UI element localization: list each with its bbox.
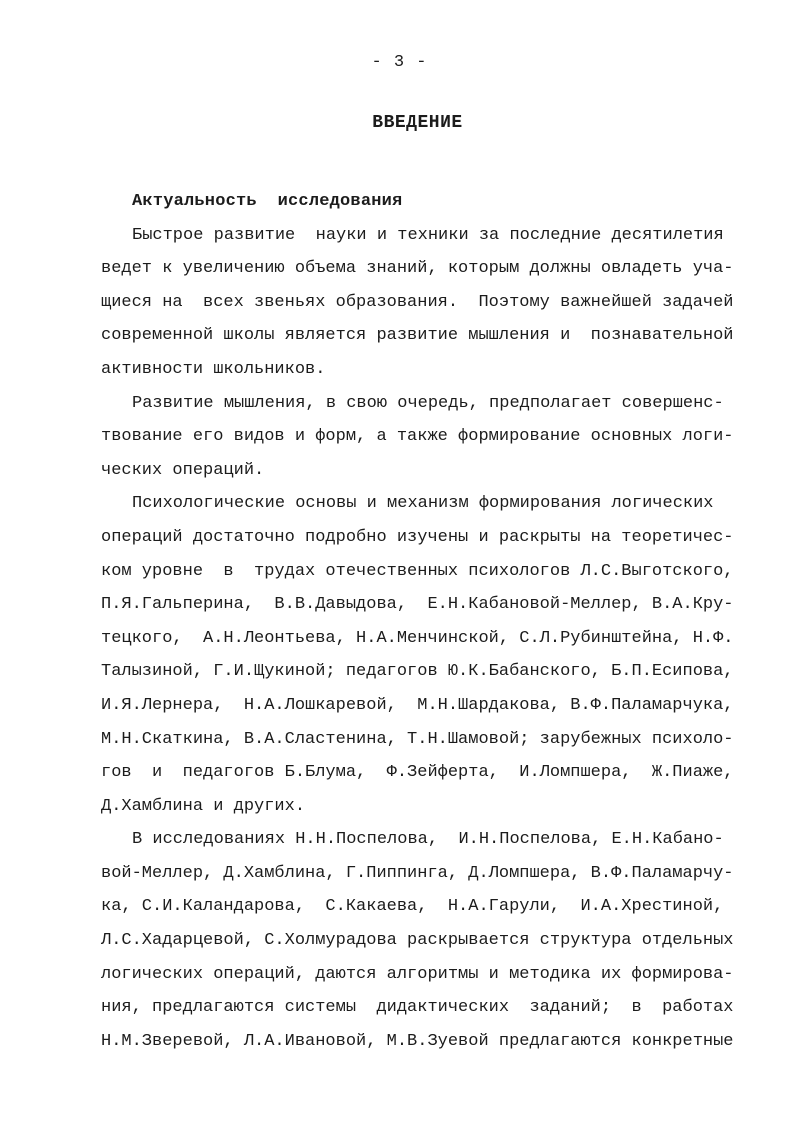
text-line: Талызиной, Г.И.Щукиной; педагогов Ю.К.Бабанского, Б.П.Есипова, [101, 662, 734, 682]
text-line: тецкого, А.Н.Леонтьева, Н.А.Менчинской, С.Л.Рубинштейна, Н.Ф. [101, 628, 734, 648]
text-line: логических операций, даются алгоритмы и методика их формирова- [101, 964, 734, 984]
page-number: - 3 - [371, 53, 428, 72]
text-line: В исследованиях Н.Н.Поспелова, И.Н.Поспелова, Е.Н.Кабано- [132, 830, 724, 850]
text-line: щиеся на всех звеньях образования. Поэтому важнейшей задачей [101, 292, 734, 312]
text-line: ния, предлагаются системы дидактических заданий; в работах [101, 998, 734, 1018]
text-line: Развитие мышления, в свою очередь, предполагает совершенс- [132, 393, 724, 413]
text-line: вой-Меллер, Д.Хамблина, Г.Пиппинга, Д.Ломпшера, В.Ф.Паламарчу- [101, 863, 734, 883]
text-line: гов и педагогов Б.Блума, Ф.Зейферта, И.Ломпшера, Ж.Пиаже, [101, 763, 734, 783]
paragraph [101, 219, 741, 387]
text-line: Н.М.Зверевой, Л.А.Ивановой, М.В.Зуевой предлагаются конкретные [101, 1031, 734, 1051]
text-line: операций достаточно подробно изучены и раскрыты на теоретичес- [101, 527, 734, 547]
text-line: ведет к увеличению объема знаний, которым должны овладеть уча- [101, 259, 734, 279]
text-line: И.Я.Лернера, Н.А.Лошкаревой, М.Н.Шардакова, В.Ф.Паламарчука, [101, 695, 734, 715]
paragraphs-container [101, 219, 741, 1059]
text-line: ческих операций. [101, 460, 265, 480]
section-heading: Актуальность исследования [132, 192, 403, 211]
paragraph [101, 823, 741, 1058]
text-line: Д.Хамблина и других. [101, 796, 306, 816]
text-line: М.Н.Скаткина, В.А.Сластенина, Т.Н.Шамовой; зарубежных психоло- [101, 729, 734, 749]
text-line: ка, С.И.Каландарова, С.Какаева, Н.А.Гарули, И.А.Хрестиной, [101, 897, 724, 917]
text-line: П.Я.Гальперина, В.В.Давыдова, Е.Н.Кабановой-Меллер, В.А.Кру- [101, 595, 734, 615]
text-line: Быстрое развитие науки и техники за последние десятилетия [132, 225, 724, 245]
text-line: ком уровне в трудах отечественных психологов Л.С.Выготского, [101, 561, 734, 581]
text-line: твование его видов и форм, а также формирование основных логи- [101, 427, 734, 447]
text-line: активности школьников. [101, 359, 326, 379]
paragraph [101, 487, 741, 823]
text-line: современной школы является развитие мышления и познавательной [101, 326, 734, 346]
text-line: Психологические основы и механизм формирования логических [132, 494, 714, 514]
document-title: ВВЕДЕНИЕ [372, 113, 463, 133]
document-body [101, 185, 741, 1058]
text-line: Л.С.Хадарцевой, С.Холмурадова раскрывается структура отдельных [101, 931, 734, 951]
paragraph [101, 387, 741, 488]
